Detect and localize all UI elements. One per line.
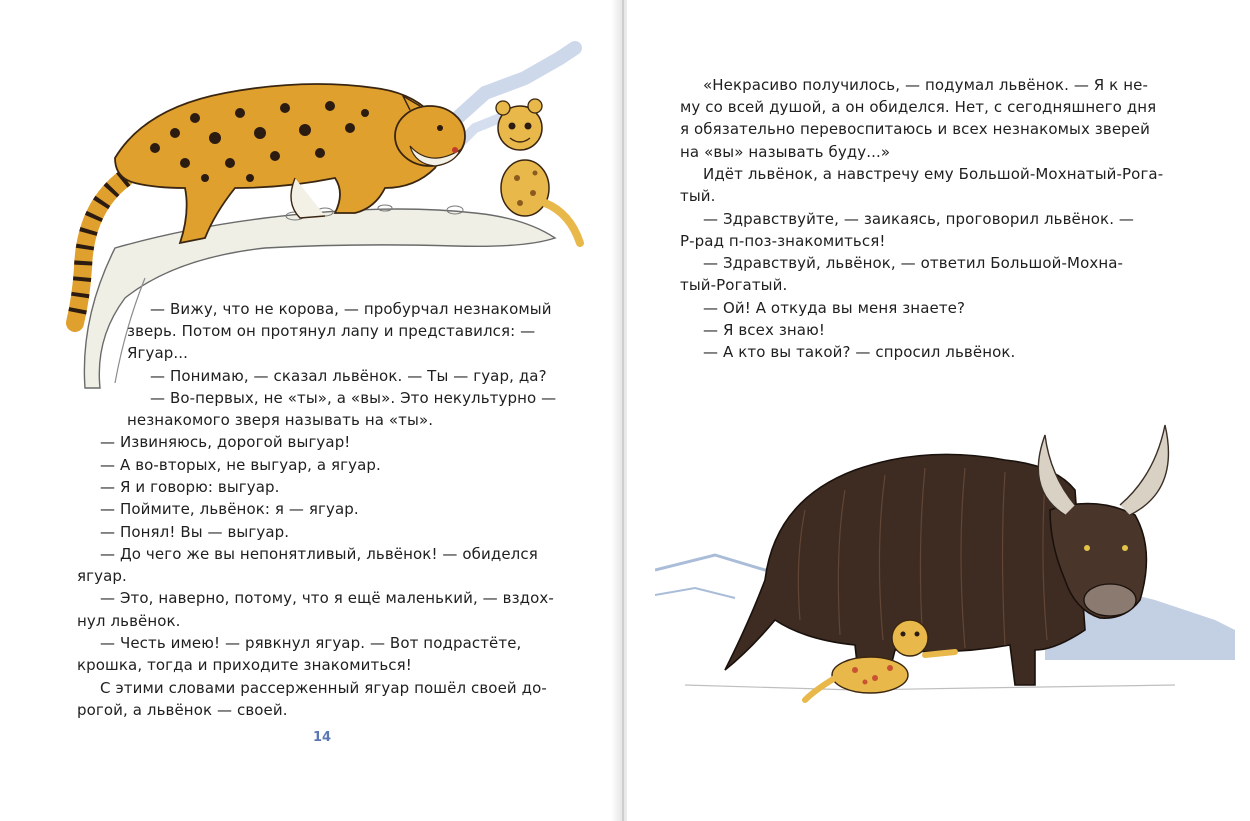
text-line: — Во-первых, не «ты», а «вы». Это некультурно — (150, 389, 557, 407)
text-line: «Некрасиво получилось, — подумал львёнок. — Я к не- (703, 76, 1148, 94)
text-line: — А во-вторых, не выгуар, а ягуар. (100, 456, 381, 474)
text-line: Ягуар... (127, 344, 188, 362)
yak-and-cub-illustration (655, 420, 1235, 720)
text-line: я обязательно перевоспитаюсь и всех незнакомых зверей (680, 120, 1150, 138)
text-line: — Я и говорю: выгуар. (100, 478, 280, 496)
text-line: зверь. Потом он протянул лапу и представился: — (127, 322, 536, 340)
left-page (0, 0, 623, 821)
text-line: — До чего же вы непонятливый, львёнок! — обиделся (100, 545, 538, 563)
text-line: на «вы» называть буду...» (680, 143, 891, 161)
text-line: — Это, наверно, потому, что я ещё маленький, — вздох- (100, 589, 554, 607)
text-line: рогой, а львёнок — своей. (77, 701, 288, 719)
text-line: — Я всех знаю! (703, 321, 825, 339)
text-line: — Понимаю, — сказал львёнок. — Ты — гуар, да? (150, 367, 547, 385)
text-line: — Вижу, что не корова, — пробурчал незнакомый (150, 300, 552, 318)
right-page (627, 0, 1250, 821)
page-number: 14 (313, 730, 332, 745)
text-line: крошка, тогда и приходите знакомиться! (77, 656, 412, 674)
text-line: незнакомого зверя называть на «ты». (127, 411, 434, 429)
text-line: — Поймите, львёнок: я — ягуар. (100, 500, 359, 518)
text-line: — Извиняюсь, дорогой выгуар! (100, 433, 351, 451)
text-line: — Здравствуйте, — заикаясь, проговорил львёнок. — (703, 210, 1135, 228)
text-line: тый. (680, 187, 716, 205)
text-line: — А кто вы такой? — спросил львёнок. (703, 343, 1016, 361)
text-line: С этими словами рассерженный ягуар пошёл своей до- (100, 679, 547, 697)
text-line: — Здравствуй, львёнок, — ответил Большой-Мохна- (703, 254, 1124, 272)
text-line: тый-Рогатый. (680, 276, 788, 294)
text-line: — Ой! А откуда вы меня знаете? (703, 299, 966, 317)
text-line: — Честь имею! — рявкнул ягуар. — Вот подрастёте, (100, 634, 522, 652)
text-line: му со всей душой, а он обиделся. Нет, с сегодняшнего дня (680, 98, 1157, 116)
text-line: — Понял! Вы — выгуар. (100, 523, 290, 541)
text-line: нул львёнок. (77, 612, 181, 630)
text-line: Р-рад п-поз-знакомиться! (680, 232, 886, 250)
text-line: ягуар. (77, 567, 127, 585)
text-line: Идёт львёнок, а навстречу ему Большой-Мохнатый-Рога- (703, 165, 1164, 183)
